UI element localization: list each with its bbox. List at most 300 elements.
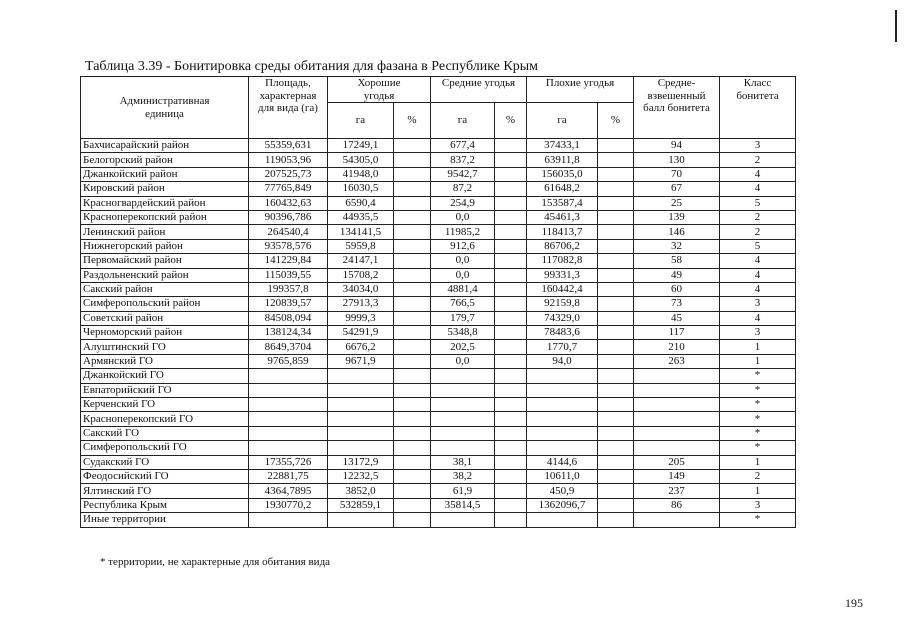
cell-poor-pct: [598, 225, 634, 239]
cell-medium-ha: 0,0: [431, 268, 495, 282]
cell-unit: Советский район: [81, 311, 249, 325]
cell-good-pct: [394, 239, 431, 253]
cell-medium-ha: 87,2: [431, 182, 495, 196]
table-row: [81, 196, 796, 210]
cell-good-pct: [394, 412, 431, 426]
cell-score: [634, 398, 720, 412]
cell-class: 4: [720, 311, 796, 325]
cell-good-pct: [394, 484, 431, 498]
cell-medium-pct: [495, 398, 527, 412]
cell-poor-pct: [598, 441, 634, 455]
cell-poor-ha: [527, 369, 598, 383]
cell-good-pct: [394, 139, 431, 153]
cell-poor-pct: [598, 498, 634, 512]
table-row: [81, 340, 796, 354]
cell-score: 139: [634, 210, 720, 224]
cell-good-ha: [328, 513, 394, 527]
cell-good-ha: [328, 426, 394, 440]
cell-good-pct: [394, 369, 431, 383]
table-row: [81, 282, 796, 296]
cell-good-pct: [394, 210, 431, 224]
cell-class: 3: [720, 498, 796, 512]
cell-poor-ha: 10611,0: [527, 469, 598, 483]
cell-area: 4364,7895: [249, 484, 328, 498]
cell-poor-pct: [598, 153, 634, 167]
cell-area: 141229,84: [249, 254, 328, 268]
cell-unit: Кировский район: [81, 182, 249, 196]
cell-medium-pct: [495, 139, 527, 153]
page-edge-mark: [895, 10, 897, 42]
cell-medium-pct: [495, 383, 527, 397]
cell-class: 1: [720, 340, 796, 354]
header-medium-pct: %: [495, 103, 527, 139]
cell-good-ha: 44935,5: [328, 210, 394, 224]
table-row: [81, 441, 796, 455]
cell-unit: Симферопольский ГО: [81, 441, 249, 455]
cell-good-ha: 532859,1: [328, 498, 394, 512]
cell-good-ha: [328, 398, 394, 412]
cell-poor-ha: [527, 513, 598, 527]
cell-class: 3: [720, 139, 796, 153]
cell-unit: Сакский ГО: [81, 426, 249, 440]
cell-good-ha: [328, 383, 394, 397]
cell-poor-ha: 1770,7: [527, 340, 598, 354]
table-caption: Таблица 3.39 - Бонитировка среды обитания для фазана в Республике Крым: [85, 59, 539, 74]
cell-good-pct: [394, 383, 431, 397]
cell-medium-ha: 766,5: [431, 297, 495, 311]
page-number: 195: [845, 596, 863, 610]
cell-good-ha: 9671,9: [328, 354, 394, 368]
cell-class: 1: [720, 354, 796, 368]
cell-poor-ha: 86706,2: [527, 239, 598, 253]
cell-poor-ha: [527, 383, 598, 397]
cell-poor-ha: 1362096,7: [527, 498, 598, 512]
header-poor: Плохие угодья: [527, 77, 634, 103]
cell-poor-pct: [598, 354, 634, 368]
table-row: [81, 455, 796, 469]
cell-medium-pct: [495, 354, 527, 368]
cell-good-pct: [394, 469, 431, 483]
cell-good-pct: [394, 326, 431, 340]
cell-medium-ha: 11985,2: [431, 225, 495, 239]
header-medium-ha: га: [431, 103, 495, 139]
cell-unit: Керченский ГО: [81, 398, 249, 412]
cell-score: 25: [634, 196, 720, 210]
cell-unit: Черноморский район: [81, 326, 249, 340]
cell-poor-ha: 78483,6: [527, 326, 598, 340]
cell-medium-ha: 35814,5: [431, 498, 495, 512]
cell-score: 94: [634, 139, 720, 153]
table-row: [81, 153, 796, 167]
cell-class: *: [720, 412, 796, 426]
cell-class: 5: [720, 239, 796, 253]
cell-area: [249, 426, 328, 440]
cell-poor-ha: 74329,0: [527, 311, 598, 325]
cell-score: 210: [634, 340, 720, 354]
cell-class: 3: [720, 326, 796, 340]
cell-good-ha: 13172,9: [328, 455, 394, 469]
cell-poor-ha: 92159,8: [527, 297, 598, 311]
cell-poor-pct: [598, 268, 634, 282]
cell-score: [634, 513, 720, 527]
cell-score: 117: [634, 326, 720, 340]
cell-poor-pct: [598, 297, 634, 311]
cell-medium-ha: 5348,8: [431, 326, 495, 340]
cell-medium-pct: [495, 254, 527, 268]
table-row: [81, 311, 796, 325]
cell-medium-ha: 677,4: [431, 139, 495, 153]
table-body: [81, 139, 796, 528]
cell-poor-ha: 61648,2: [527, 182, 598, 196]
cell-unit: Республика Крым: [81, 498, 249, 512]
cell-unit: Феодосийский ГО: [81, 469, 249, 483]
cell-poor-pct: [598, 167, 634, 181]
header-score: Средне-взвешенный балл бонитета: [634, 77, 720, 139]
cell-good-ha: 54291,9: [328, 326, 394, 340]
cell-poor-ha: 94,0: [527, 354, 598, 368]
cell-unit: Евпаторийский ГО: [81, 383, 249, 397]
cell-unit: Судакский ГО: [81, 455, 249, 469]
header-good: Хорошие угодья: [328, 77, 431, 103]
cell-medium-pct: [495, 311, 527, 325]
cell-area: 55359,631: [249, 139, 328, 153]
cell-poor-pct: [598, 210, 634, 224]
cell-poor-ha: 63911,8: [527, 153, 598, 167]
cell-good-ha: 41948,0: [328, 167, 394, 181]
cell-area: 1930770,2: [249, 498, 328, 512]
cell-class: 4: [720, 268, 796, 282]
cell-medium-pct: [495, 182, 527, 196]
cell-class: 4: [720, 167, 796, 181]
cell-good-pct: [394, 297, 431, 311]
cell-good-pct: [394, 182, 431, 196]
cell-score: 67: [634, 182, 720, 196]
cell-medium-ha: [431, 513, 495, 527]
header-medium: Средние угодья: [431, 77, 527, 103]
table-row: [81, 239, 796, 253]
cell-class: 2: [720, 210, 796, 224]
cell-area: 93578,576: [249, 239, 328, 253]
cell-unit: Армянский ГО: [81, 354, 249, 368]
cell-score: 237: [634, 484, 720, 498]
cell-area: [249, 513, 328, 527]
cell-poor-ha: 37433,1: [527, 139, 598, 153]
cell-good-pct: [394, 354, 431, 368]
cell-good-pct: [394, 268, 431, 282]
cell-score: [634, 426, 720, 440]
cell-medium-pct: [495, 153, 527, 167]
cell-poor-ha: 160442,4: [527, 282, 598, 296]
cell-score: 45: [634, 311, 720, 325]
table-row: [81, 354, 796, 368]
cell-good-pct: [394, 513, 431, 527]
cell-area: 120839,57: [249, 297, 328, 311]
cell-poor-pct: [598, 513, 634, 527]
cell-class: 4: [720, 182, 796, 196]
cell-medium-ha: 38,2: [431, 469, 495, 483]
cell-unit: Джанкойский ГО: [81, 369, 249, 383]
cell-unit: Ялтинский ГО: [81, 484, 249, 498]
cell-poor-pct: [598, 383, 634, 397]
table-row: [81, 139, 796, 153]
cell-good-ha: 9999,3: [328, 311, 394, 325]
cell-score: 58: [634, 254, 720, 268]
cell-medium-pct: [495, 455, 527, 469]
cell-area: 160432,63: [249, 196, 328, 210]
cell-medium-pct: [495, 469, 527, 483]
cell-poor-pct: [598, 469, 634, 483]
cell-class: *: [720, 383, 796, 397]
cell-medium-ha: 9542,7: [431, 167, 495, 181]
cell-medium-pct: [495, 340, 527, 354]
cell-poor-ha: 450,9: [527, 484, 598, 498]
table-row: [81, 225, 796, 239]
cell-poor-pct: [598, 326, 634, 340]
cell-poor-ha: [527, 426, 598, 440]
cell-medium-pct: [495, 239, 527, 253]
cell-poor-ha: [527, 441, 598, 455]
cell-poor-pct: [598, 282, 634, 296]
cell-score: 86: [634, 498, 720, 512]
cell-medium-ha: 837,2: [431, 153, 495, 167]
cell-area: 9765,859: [249, 354, 328, 368]
cell-poor-pct: [598, 340, 634, 354]
table-row: [81, 167, 796, 181]
footnote: * территории, не характерные для обитания вида: [100, 556, 331, 568]
header-unit: Административная единица: [81, 77, 249, 139]
cell-poor-pct: [598, 484, 634, 498]
cell-area: 138124,34: [249, 326, 328, 340]
cell-good-ha: 5959,8: [328, 239, 394, 253]
cell-poor-ha: 118413,7: [527, 225, 598, 239]
cell-medium-pct: [495, 498, 527, 512]
cell-medium-pct: [495, 196, 527, 210]
cell-poor-ha: [527, 398, 598, 412]
cell-poor-pct: [598, 412, 634, 426]
cell-class: *: [720, 369, 796, 383]
table-row: [81, 182, 796, 196]
cell-score: [634, 412, 720, 426]
cell-unit: Симферопольский район: [81, 297, 249, 311]
cell-medium-ha: 912,6: [431, 239, 495, 253]
cell-class: 2: [720, 469, 796, 483]
cell-poor-ha: 99331,3: [527, 268, 598, 282]
cell-poor-pct: [598, 239, 634, 253]
cell-good-pct: [394, 441, 431, 455]
cell-good-pct: [394, 153, 431, 167]
cell-medium-pct: [495, 225, 527, 239]
table-row: [81, 369, 796, 383]
cell-good-ha: [328, 441, 394, 455]
cell-poor-pct: [598, 196, 634, 210]
cell-good-pct: [394, 254, 431, 268]
cell-good-pct: [394, 311, 431, 325]
table-row: [81, 484, 796, 498]
cell-medium-ha: [431, 383, 495, 397]
header-good-ha: га: [328, 103, 394, 139]
cell-medium-ha: [431, 412, 495, 426]
cell-class: *: [720, 513, 796, 527]
cell-area: 84508,094: [249, 311, 328, 325]
cell-good-pct: [394, 426, 431, 440]
cell-good-ha: [328, 369, 394, 383]
cell-area: [249, 441, 328, 455]
cell-class: *: [720, 441, 796, 455]
cell-poor-ha: 45461,3: [527, 210, 598, 224]
cell-unit: Красноперекопский ГО: [81, 412, 249, 426]
cell-medium-ha: 61,9: [431, 484, 495, 498]
cell-class: 3: [720, 297, 796, 311]
cell-score: 149: [634, 469, 720, 483]
cell-good-ha: 24147,1: [328, 254, 394, 268]
cell-area: 264540,4: [249, 225, 328, 239]
cell-medium-ha: [431, 369, 495, 383]
cell-score: 205: [634, 455, 720, 469]
cell-medium-ha: 202,5: [431, 340, 495, 354]
cell-score: [634, 441, 720, 455]
cell-medium-pct: [495, 268, 527, 282]
table-row: [81, 326, 796, 340]
cell-poor-pct: [598, 369, 634, 383]
cell-poor-pct: [598, 139, 634, 153]
cell-unit: Раздольненский район: [81, 268, 249, 282]
cell-class: 4: [720, 282, 796, 296]
cell-area: 90396,786: [249, 210, 328, 224]
cell-medium-pct: [495, 326, 527, 340]
cell-medium-ha: [431, 426, 495, 440]
cell-good-pct: [394, 498, 431, 512]
cell-area: 199357,8: [249, 282, 328, 296]
cell-good-ha: 12232,5: [328, 469, 394, 483]
table-row: [81, 426, 796, 440]
cell-medium-pct: [495, 484, 527, 498]
cell-good-ha: 3852,0: [328, 484, 394, 498]
cell-good-pct: [394, 196, 431, 210]
cell-score: 263: [634, 354, 720, 368]
cell-medium-pct: [495, 297, 527, 311]
cell-good-ha: 15708,2: [328, 268, 394, 282]
header-area: Площадь, характерная для вида (га): [249, 77, 328, 139]
cell-poor-pct: [598, 311, 634, 325]
header-poor-ha: га: [527, 103, 598, 139]
cell-good-pct: [394, 455, 431, 469]
header-class: Класс бонитета: [720, 77, 796, 139]
cell-score: 146: [634, 225, 720, 239]
cell-unit: Красногвардейский район: [81, 196, 249, 210]
cell-good-ha: 6590,4: [328, 196, 394, 210]
cell-unit: Ленинский район: [81, 225, 249, 239]
cell-unit: Иные территории: [81, 513, 249, 527]
cell-medium-pct: [495, 441, 527, 455]
table-row: [81, 254, 796, 268]
cell-poor-pct: [598, 455, 634, 469]
cell-class: *: [720, 398, 796, 412]
cell-unit: Бахчисарайский район: [81, 139, 249, 153]
cell-good-pct: [394, 398, 431, 412]
cell-medium-ha: 38,1: [431, 455, 495, 469]
cell-score: 32: [634, 239, 720, 253]
cell-unit: Первомайский район: [81, 254, 249, 268]
cell-medium-pct: [495, 426, 527, 440]
cell-good-ha: 27913,3: [328, 297, 394, 311]
cell-score: 70: [634, 167, 720, 181]
cell-poor-ha: 4144,6: [527, 455, 598, 469]
cell-score: 73: [634, 297, 720, 311]
cell-area: 115039,55: [249, 268, 328, 282]
cell-score: [634, 383, 720, 397]
cell-area: [249, 412, 328, 426]
cell-area: 119053,96: [249, 153, 328, 167]
cell-area: [249, 398, 328, 412]
header-poor-pct: %: [598, 103, 634, 139]
cell-unit: Красноперекопский район: [81, 210, 249, 224]
cell-medium-ha: 0,0: [431, 254, 495, 268]
cell-unit: Алуштинский ГО: [81, 340, 249, 354]
table-row: [81, 398, 796, 412]
cell-area: 77765,849: [249, 182, 328, 196]
cell-class: 2: [720, 225, 796, 239]
cell-poor-ha: 117082,8: [527, 254, 598, 268]
cell-unit: Джанкойский район: [81, 167, 249, 181]
cell-class: 1: [720, 455, 796, 469]
cell-good-pct: [394, 340, 431, 354]
cell-medium-pct: [495, 412, 527, 426]
cell-medium-ha: 4881,4: [431, 282, 495, 296]
table-row: [81, 513, 796, 527]
table-row: [81, 268, 796, 282]
cell-class: 2: [720, 153, 796, 167]
bonitet-table: [80, 76, 796, 528]
cell-score: 130: [634, 153, 720, 167]
cell-medium-pct: [495, 210, 527, 224]
cell-unit: Сакский район: [81, 282, 249, 296]
table-row: [81, 297, 796, 311]
cell-area: 207525,73: [249, 167, 328, 181]
cell-good-ha: 54305,0: [328, 153, 394, 167]
cell-poor-pct: [598, 398, 634, 412]
cell-good-ha: 6676,2: [328, 340, 394, 354]
cell-medium-pct: [495, 369, 527, 383]
cell-medium-pct: [495, 167, 527, 181]
cell-unit: Белогорский район: [81, 153, 249, 167]
cell-medium-pct: [495, 513, 527, 527]
cell-score: 49: [634, 268, 720, 282]
cell-area: 8649,3704: [249, 340, 328, 354]
table-row: [81, 412, 796, 426]
cell-medium-ha: 0,0: [431, 210, 495, 224]
cell-good-pct: [394, 225, 431, 239]
cell-good-ha: 134141,5: [328, 225, 394, 239]
cell-poor-ha: [527, 412, 598, 426]
cell-poor-pct: [598, 182, 634, 196]
cell-poor-ha: 156035,0: [527, 167, 598, 181]
cell-poor-ha: 153587,4: [527, 196, 598, 210]
cell-poor-pct: [598, 426, 634, 440]
cell-good-ha: 34034,0: [328, 282, 394, 296]
header-good-pct: %: [394, 103, 431, 139]
table-row: [81, 469, 796, 483]
cell-medium-pct: [495, 282, 527, 296]
cell-class: 1: [720, 484, 796, 498]
cell-score: 60: [634, 282, 720, 296]
table-row: [81, 498, 796, 512]
cell-medium-ha: 254,9: [431, 196, 495, 210]
cell-area: [249, 383, 328, 397]
cell-good-pct: [394, 167, 431, 181]
cell-poor-pct: [598, 254, 634, 268]
cell-score: [634, 369, 720, 383]
cell-good-ha: [328, 412, 394, 426]
